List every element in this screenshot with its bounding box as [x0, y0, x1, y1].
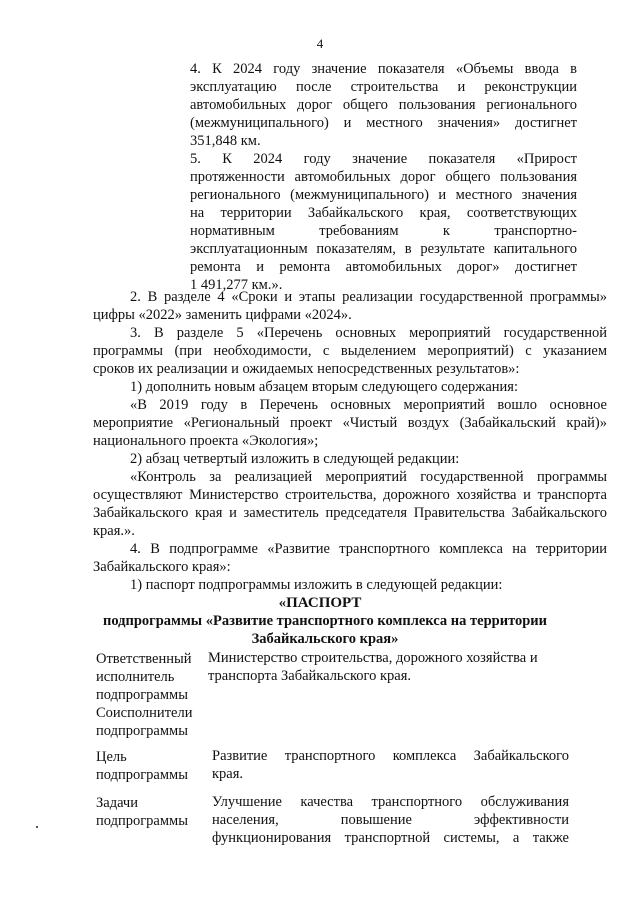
passport-row-value: функционирования транспортной системы, а также — [212, 830, 569, 846]
passport-row-value: Министерство строительства, дорожного хозяйства и — [208, 650, 538, 666]
passport-subtitle: Забайкальского края» — [251, 631, 399, 647]
paragraph-3-quote-line: края.». — [93, 523, 135, 539]
paragraph-3-line: сроков их реализации и ожидаемых непосредственных результатов»: — [93, 361, 520, 377]
paragraph-3-quote-line: «Контроль за реализацией мероприятий государственной программы — [130, 469, 607, 485]
passport-row-label: Соисполнители подпрограммы — [96, 705, 193, 739]
item-4-line: (межмуниципального) и местного значения» достигнет — [190, 115, 577, 131]
paragraph-4-sub-line: 1) паспорт подпрограммы изложить в следующей редакции: — [130, 577, 503, 593]
paragraph-3-quote-line: Забайкальского края и заместитель председателя Правительства Забайкальского — [93, 505, 607, 521]
passport-row-value: Улучшение качества транспортного обслуживания — [212, 794, 569, 810]
item-4-line: эксплуатацию после строительства и реконструкции — [190, 79, 577, 95]
scan-speck — [36, 826, 38, 828]
paragraph-3-quote-line: национального проекта «Экология»; — [93, 433, 319, 449]
passport-row-value: населения, повышение эффективности — [212, 812, 569, 828]
item-4-line: 351,848 км. — [190, 133, 261, 149]
item-4-line: 4. К 2024 году значение показателя «Объемы ввода в — [190, 61, 577, 77]
passport-row-label: Цель подпрограммы — [96, 749, 188, 783]
item-4-line: автомобильных дорог общего пользования регионального — [190, 97, 577, 113]
passport-row-label: Ответственный исполнитель подпрограммы — [96, 651, 192, 703]
paragraph-3-line: 3. В разделе 5 «Перечень основных мероприятий государственной — [130, 325, 607, 341]
passport-row-value: Развитие транспортного комплекса Забайкальского — [212, 748, 569, 764]
paragraph-3-quote-line: осуществляют Министерство строительства, дорожного хозяйства и транспорта — [93, 487, 607, 503]
item-5-line: 5. К 2024 году значение показателя «Прирост — [190, 151, 577, 167]
passport-row-value: края. — [212, 766, 244, 782]
item-5-line: 1 491,277 км.». — [190, 277, 283, 293]
item-5-line: регионального (межмуниципального) и местного значения — [190, 187, 577, 203]
paragraph-2-line: 2. В разделе 4 «Сроки и этапы реализации государственной программы» — [130, 289, 607, 305]
paragraph-3-line: программы (при необходимости, с выделением мероприятий) с указанием — [93, 343, 607, 359]
paragraph-3-sub-line: 1) дополнить новым абзацем вторым следующего содержания: — [130, 379, 518, 395]
item-5-line: протяженности автомобильных дорог общего пользования — [190, 169, 577, 185]
paragraph-3-quote-line: «В 2019 году в Перечень основных мероприятий вошло основное — [130, 397, 607, 413]
item-5-line: на территории Забайкальского края, соответствующих — [190, 205, 577, 221]
paragraph-2-line: цифры «2022» заменить цифрами «2024». — [93, 307, 352, 323]
paragraph-4-line: Забайкальского края»: — [93, 559, 231, 575]
passport-row-value: транспорта Забайкальского края. — [208, 668, 412, 684]
page-number: 4 — [316, 36, 324, 51]
passport-subtitle: подпрограммы «Развитие транспортного комплекса на территории — [102, 613, 548, 629]
paragraph-3-quote-line: мероприятие «Региональный проект «Чистый воздух (Забайкальский край)» — [93, 415, 607, 431]
paragraph-4-line: 4. В подпрограмме «Развитие транспортного комплекса на территории — [130, 541, 607, 557]
item-5-line: эксплуатационным показателям, в результате капитального — [190, 241, 577, 257]
paragraph-3-sub-line: 2) абзац четвертый изложить в следующей редакции: — [130, 451, 460, 467]
item-5-line: нормативным требованиям к транспортно- — [190, 223, 577, 239]
passport-title: «ПАСПОРТ — [278, 595, 362, 611]
item-5-line: ремонта и ремонта автомобильных дорог» достигнет — [190, 259, 577, 275]
passport-row-label: Задачи подпрограммы — [96, 795, 188, 829]
